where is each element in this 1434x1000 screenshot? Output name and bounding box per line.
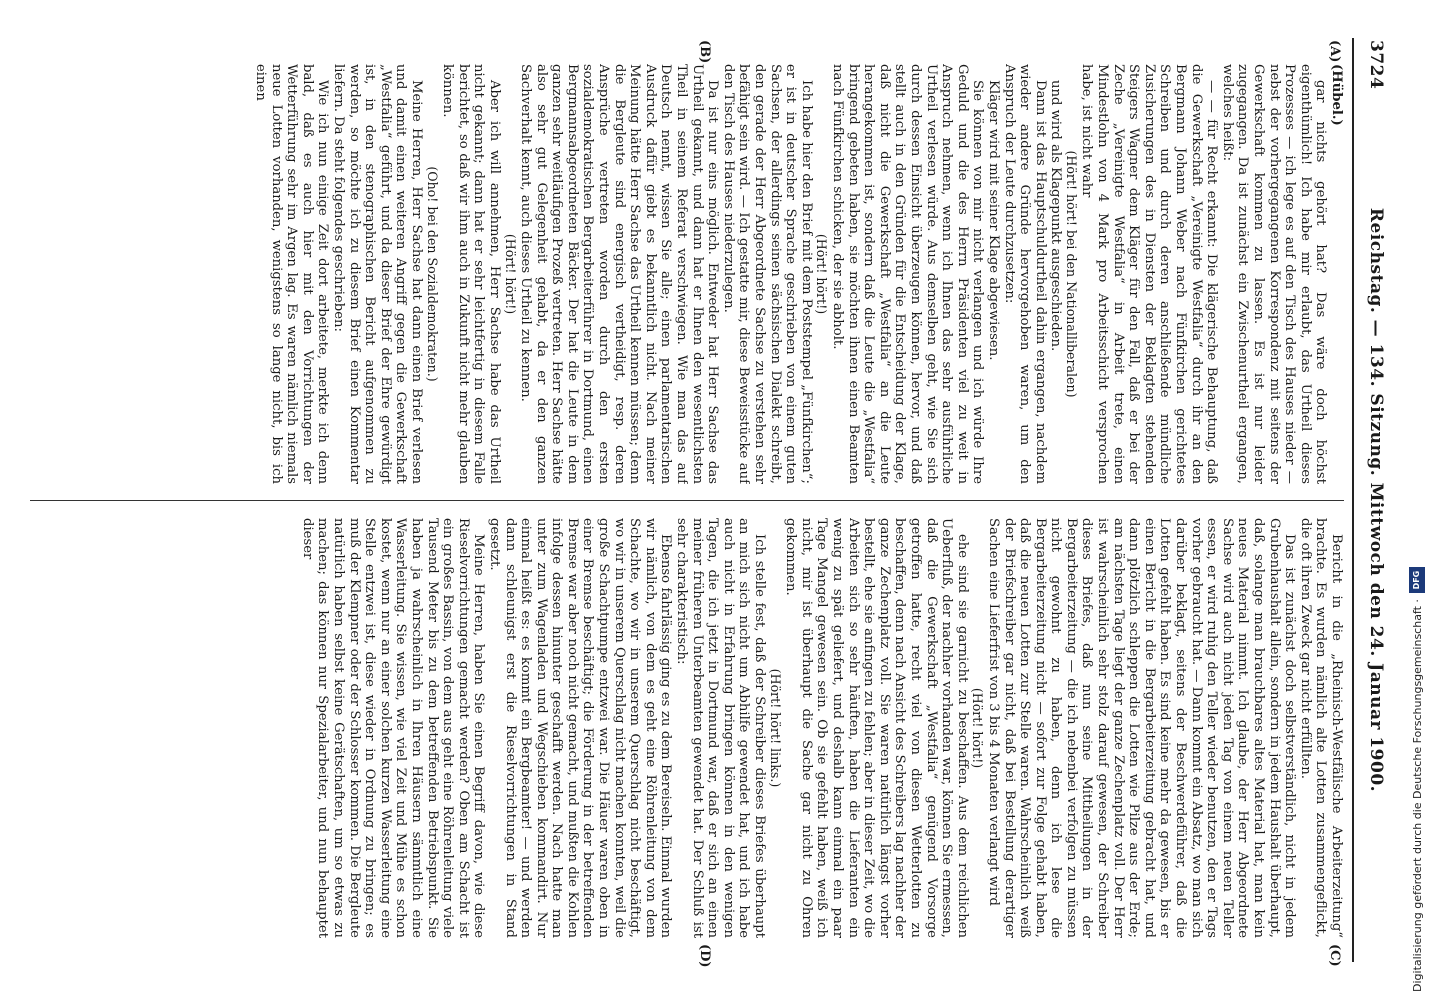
paragraph: ehe sind sie garnicht zu beschaffen. Aus dem reichlichen Ueberfluß, der nachher vorhanden war, können Sie ermessen, daß die Gewerkschaft „Westfalia“ genügend Vorsorge getroffen hatte, recht viel von diesen Wetterlotten zu beschaffen, denn nach Ansicht des Schreibers lag nachher der ganze Zechenplatz voll. Sie waren natürlich längst vorher bestellt, ehe sie anfingen zu fehlen; aber in dieser Zeit, wo die Arbeiten sich so sehr häuften, haben die Lieferanten ein wenig zu spät geliefert, und deshalb kann einmal ein paar Tage Mangel gewesen sein. Ob sie gefehlt haben, weiß ich nicht, mir ist überhaupt die Sache gar nicht zu Ohren gekommen.: [783, 518, 970, 938]
paragraph: Wie ich nun einige Zeit dort arbeitete, merkte ich denn bald, daß es auch hier mit den Vorrichtungen der Wetterführung sehr im Argen lag. Es waren nämlich niemals neue Lotten vorhanden, wenigstens so lange nicht, bis ich einen: [253, 64, 331, 484]
page-title: Reichstag. — 134. Sitzung. Mittwoch den 24. Januar 1900.: [1366, 207, 1386, 793]
paragraph: Meine Herren, haben Sie einen Begriff davon, wie diese Rieselvorrichtungen gemacht werden? Oben am Schacht ist ein großes Bassin, von dem aus geht eine Röhrenleitung viele Tausend Meter bis zu dem betreffenden Betriebspunkt. Sie haben ja wahrscheinlich in Ihren Häusern sämmtlich eine Wasserleitung. Sie wissen, wie viel Zeit und Mühe es schon kostet, wenn nur an einer solchen kurzen Wasserleitung eine Stelle entzwei ist, diese wieder in Ordnung zu bringen; es muß der Klempner oder der Schlosser kommen. Die Bergleute natürlich haben selbst keine Gerätschaften, um so etwas zu machen; das können nur Spezialarbeiter, und nun behauptet dieser: [299, 518, 487, 938]
footer: [1400, 0, 1434, 1000]
right-column: [12, 518, 1344, 938]
paragraph: Sie können von mir nicht verlangen und ich würde Ihre Geduld und die des Herrn Präsidenten viel zu weit in Anspruch nehmen, wenn ich Ihnen das sehr ausführliche Urtheil verlesen würde. Aus demselben geht, wie Sie sich durch dessen Einsicht überzeugen können, hervor, und daß stellt auch in den Gründen für die Entscheidung der Klage, daß nicht die Gewerkschaft „Westfalia“ an die Leute herangekommen ist, sondern daß die Leute die „Westfalia“ bringend gebeten haben, sie möchten ihnen einen Beamten nach Fünfkirchen schicken, der sie abholt.: [830, 64, 986, 484]
paragraph: Dann ist das Hauptschuldurtheil dahin ergangen, nachdem wieder andere Gründe hervorgehoben waren, um den Anspruch der Leute durchzusetzen:: [1001, 64, 1048, 484]
column-divider: [30, 500, 1344, 501]
left-column: [12, 64, 1344, 484]
page-header: [1358, 40, 1386, 960]
paragraph: Aber ich will annehmen, Herr Sachse habe das Urtheil nicht gekannt; dann hat er sehr leichtfertig in diesem Falle berichtet, so daß wir ihm auch in Zukunft nicht mehr glauben können.: [440, 64, 502, 484]
paragraph: Bericht in die „Rheinisch-Westfälische Arbeiterzeitung“ brachte. Es wurden nämlich alte Lotten zusammengeflickt, die oft ihren Zweck gar nicht erfüllten.: [1297, 518, 1344, 938]
interjection: (Hört! hört!): [502, 233, 518, 315]
page-number: 3724: [1366, 40, 1386, 90]
paragraph: — — für Recht erkannt: Die klägerische Behauptung, daß die Gewerkschaft „Vereinigte Westfalia“ durch ihr an den Bergmann Johann Weber nach Fünfkirchen gerichtetes Schreiben und durch deren anschließende mündliche Zusicherungen des in Diensten der Beklagten stehenden Steigers Wagner dem Kläger für den Fall, daß er bei der Zeche „Vereinigte Westfalia“ in Arbeit trete, einen Mindestlohn von 4 Mark pro Arbeitsschicht versprochen habe, ist nicht wahr: [1079, 64, 1220, 484]
speaker-name: (Hübel.): [1329, 64, 1344, 126]
paragraph: und wird als Klagepunkt ausgeschieden.: [1048, 80, 1064, 352]
interjection: (Oho! bei den Sozialdemokraten.): [424, 166, 440, 382]
paragraph: gar nichts gehört hat? Das wäre doch höchst eigenthümlich! Ich habe mir erlaubt, das Urtheil dieses Prozesses — ich lege es auf den Tisch des Hauses nieder — nebst der vorhergegangenen Korrespondenz mit seitens der Gewerkschaft kommen zu lassen. Es ist nur leider zugegangen. Da ist zunächst ein Zwischenurtheil ergangen, welches heißt:: [1219, 64, 1329, 484]
interjection: (Hört! hört!): [814, 233, 830, 315]
margin-marker-c: (C): [1327, 944, 1342, 967]
paragraph: Da ist nur eins möglich. Entweder hat Herr Sachse das Urtheil gekannt, und dann hat er Ihnen den wesentlichsten Theil in seinem Referat verschwiegen. Wie man das auf Deutsch nennt, wissen Sie alle; einen parlamentarischen Ausdruck dafür giebt es bekanntlich nicht. Nach meiner Meinung hätte Herr Sachse das Urtheil kennen müssen; denn die Bergleute sind energisch vertheidigt, resp. deren Ansprüche vertreten worden durch den ersten sozialdemokratischen Bergarbeiterführer in Dortmund, einen Bergmannsabgeordneten Bäcker. Der hat die Leute in dem ganzen sehr weitläufigen Prozeß vertreten. Herr Sachse hätte also sehr gut Gelegenheit gehabt, da er den ganzen Sachverhalt kennt, auch dieses Urtheil zu kennen.: [518, 64, 721, 484]
interjection: (Hört! hört! links.): [767, 668, 783, 788]
margin-marker-b: (B): [697, 40, 712, 64]
margin-marker-a: (A): [1327, 40, 1342, 63]
paragraph: Ich stelle fest, daß der Schreiber dieses Briefes überhaupt an mich sich nicht um Abhilfe gewendet hat, und ich habe auch nicht in Erfahrung bringen können in den wenigen Tagen, die ich jetzt in Dortmund war, daß er sich an einen meiner früheren Unterbeamten gewendet hat. Der Schluß ist sehr charakteristisch:: [674, 518, 768, 938]
paragraph: Das ist zunächst doch selbstverständlich, nicht in jedem Grubenhaushalt allein, sondern in jedem Haushalt überhaupt, daß, solange man brauchbares altes Material hat, man kein neues Material nimmt. Ich glaube, der Herr Abgeordnete Sachse wird auch nicht jeden Tag von einem neuen Teller essen, er wird ruhig den Teller wieder benutzen, den er Tags vorher gebraucht hat. — Dann kommt ein Absatz, wo man sich darüber beklagt, seitens der Beschwerdeführer, daß die Lotten gefehlt haben. Es sind keine mehr da gewesen, bis er einen Bericht in die Bergarbeiterzeitung gebracht hat, und dann plötzlich schleppen die Lotten wie Pilze aus der Erde; am nächsten Tage liegt der ganze Zechenplatz voll. Der Herr ist wahrscheinlich sehr stolz darauf gewesen, der Schreiber dieses Briefes, daß nun seine Mittheilungen in der Bergarbeiterzeitung — die ich nebenbei verfolgen zu müssen nicht gewohnt zu haben, denn ich lese die Bergarbeiterzeitung nicht — sofort zur Folge gehabt haben, daß die neuen Lotten zur Stelle waren. Wahrscheinlich weiß der Briefschreiber gar nicht, daß bei Bestellung derartiger Sachen eine Lieferfrist von 3 bis 4 Monaten verlangt wird: [985, 518, 1298, 938]
margin-marker-d: (D): [697, 944, 712, 968]
interjection: (Hört! hört! bei den Nationalliberalen): [1063, 150, 1079, 398]
paragraph: Meine Herren, Herr Sachse hat dann einen Brief verlesen und damit einen weiteren Angriff gegen die Gewerkschaft „Westfalia“ geführt, und da dieser Brief der Ehre gewürdigt ist, in den stenographischen Bericht aufgenommen zu werden, so möchte ich zu diesem Brief einen Kommentar liefern. Da steht folgendes geschrieben:: [331, 64, 424, 484]
paragraph: Ich habe hier den Brief mit dem Poststempel „Fünfkirchen“; er ist in deutscher Sprache geschrieben von einem guten Sachsen, der allerdings seinen sächsischen Dialekt schreibt, den gerade der Herr Abgeordnete Sachse zu verstehen sehr befähigt sein wird. — Ich gestatte mir, diese Beweisstücke auf den Tisch des Hauses niederzulegen.: [720, 64, 814, 484]
footer-credit: Digitalisierung gefördert durch die Deutsche Forschungsgemeinschaft ·: [1410, 599, 1424, 992]
interjection: (Hört! hört!): [970, 687, 986, 769]
paragraph: Ebenso fahrlässig ging es zu dem Bereiseln. Einmal wurden wir nämlich, von dem es geht eine Röhrenleitung von dem Schachte, wo wir in unserem Querschlag nicht beschäftigt, wo wir in unserem Querschlag nicht machen konnten, weil die große Schachtpumpe entzwei war. Die Häuer waren oben in einer Bremse beschäftigt; die Förderung in der betreffenden Bremse war aber noch nicht gemacht, und mußten die Kohlen infolge dessen hinunter geschafft werden. Nach hatte man unter zum Wagenladen und Wegschieben kommandirt. Nur einmal heißt es: es kommt ein Bergbeamter! — und werden dann schleunigst erst die Rieselvorrichtungen in Stand gesetzt.: [486, 518, 674, 938]
paragraph: Kläger wird mit seiner Klage abgewiesen.: [985, 80, 1001, 361]
header-rule: [1352, 38, 1354, 962]
dfg-logo: DFG: [1409, 567, 1425, 593]
